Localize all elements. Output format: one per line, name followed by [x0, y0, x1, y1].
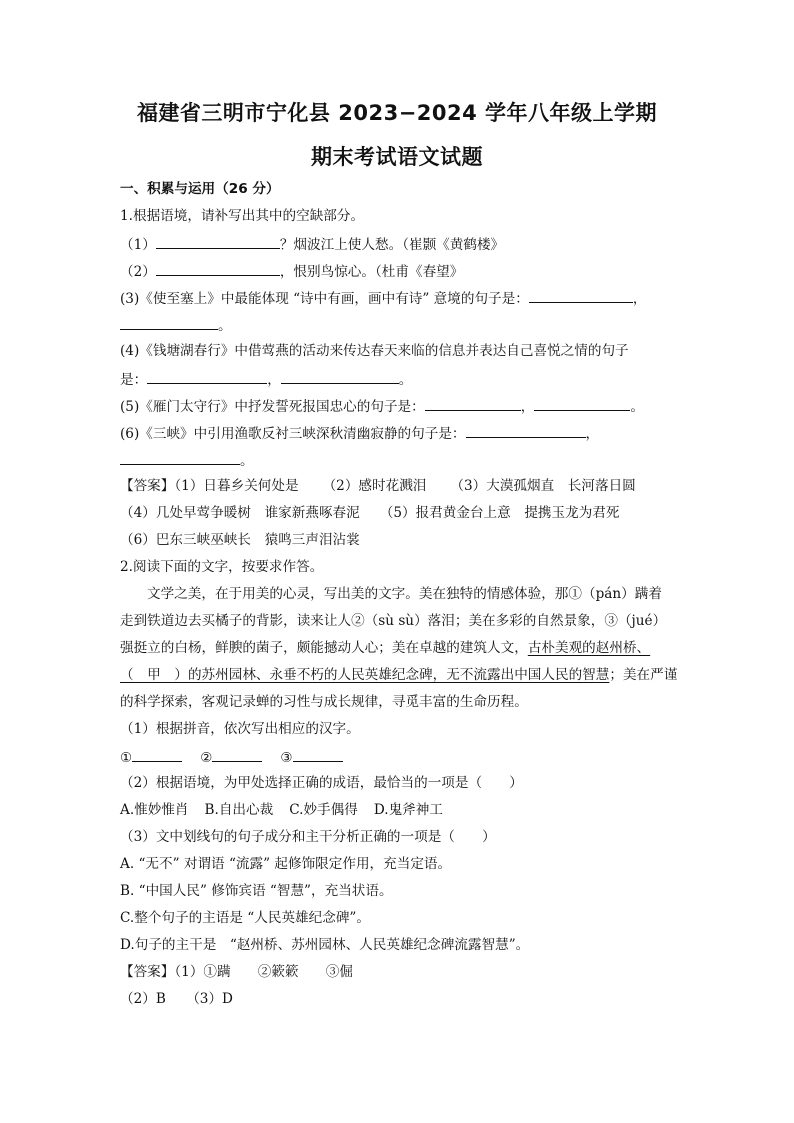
answer-blank[interactable] — [156, 257, 280, 276]
period: 。 — [630, 399, 644, 415]
passage-line: 文学之美，在于用美的心灵，写出美的文字。美在独特的情感体验，那①（pán）蹒着 — [147, 586, 662, 602]
exam-body — [120, 176, 680, 1013]
answer-blank[interactable] — [147, 365, 267, 384]
blank-label: ① — [120, 750, 133, 766]
q1-item-1 — [120, 230, 680, 257]
q2-answer-row2: （2）B （3）D — [120, 991, 233, 1007]
option-b[interactable]: B. “中国人民” 修饰宾语 “智慧”，充当状语。 — [120, 883, 393, 899]
q2-sub3: （3）文中划线句的句子成分和主干分析正确的一项是（ ） — [120, 829, 496, 845]
comma: ， — [585, 426, 600, 442]
exam-title-line2: 期末考试语文试题 — [311, 145, 483, 169]
answer-label: 【答案】 — [120, 964, 175, 980]
q1-item-6-text: (6)《三峡》中引用渔歌反衬三峡深秋清幽寂静的句子是： — [120, 426, 466, 442]
q1-item-5-text: (5)《雁门太守行》中抒发誓死报国忠心的句子是： — [120, 399, 425, 415]
q2-sub1-blanks — [120, 743, 680, 770]
q1-item-5 — [120, 392, 680, 419]
option-d[interactable]: D.鬼斧神工 — [373, 802, 443, 818]
answer-text: （3）大漠孤烟直 长河落日圆 — [450, 478, 636, 494]
underlined-sentence: 古朴美观的赵州桥、 — [527, 640, 651, 656]
q1-item-6 — [120, 419, 680, 446]
answer-blank[interactable] — [534, 392, 630, 411]
q1-item-6-cont — [120, 446, 680, 473]
answer-text: （2）感时花溅泪 — [322, 478, 427, 494]
period: 。 — [218, 318, 232, 334]
answer-blank[interactable] — [120, 446, 240, 465]
q1-item-4: (4)《钱塘湖春行》中借莺燕的活动来传达春天来临的信息并表达自己喜悦之情的句子 — [120, 343, 629, 359]
q1-answer-row2 — [120, 500, 680, 527]
passage-line: 走到铁道边去买橘子的背影，读来让人②（sù sù）落泪；美在多彩的自然景象，③（jué） — [120, 613, 667, 629]
answer-text: （4）几处早莺争暖树 谁家新燕啄春泥 — [120, 505, 360, 521]
q1-item-4-cont — [120, 365, 680, 392]
option-a[interactable]: A. “无不” 对谓语 “流露” 起修饰限定作用，充当定语。 — [120, 856, 452, 872]
answer-blank[interactable] — [293, 743, 343, 762]
answer-text: （1）日暮乡关何处是 — [174, 478, 299, 494]
comma: ， — [632, 291, 647, 307]
answer-text: （1）①蹒 ②簌簌 ③倔 — [174, 964, 353, 980]
underlined-sentence: （ 甲 ）的苏州园林、永垂不朽的人民英雄纪念碑，无不流露出中国人民的智慧 — [120, 667, 610, 683]
q2-stem: 2.阅读下面的文字，按要求作答。 — [120, 559, 324, 575]
answer-blank[interactable] — [425, 392, 521, 411]
q1-answer-row1 — [120, 473, 680, 500]
option-d[interactable]: D.句子的主干是 “赵州桥、苏州园林、人民英雄纪念碑流露智慧”。 — [120, 937, 530, 953]
q1-item-3 — [120, 284, 680, 311]
option-c[interactable]: C.整个句子的主语是 “人民英雄纪念碑”。 — [120, 910, 370, 926]
passage-line — [120, 662, 680, 689]
q1-item-4-label: 是： — [120, 372, 148, 388]
passage-line — [120, 635, 680, 662]
blank-label: ② — [200, 750, 213, 766]
q1-item-2 — [120, 257, 680, 284]
q1-item-3-text: (3)《使至塞上》中最能体现 “诗中有画，画中有诗” 意境的句子是： — [120, 291, 529, 307]
q1-item-2-num: （2） — [120, 264, 156, 280]
section-heading: 一、积累与运用（26 分） — [120, 181, 280, 197]
q1-item-1-text: ？烟波江上使人愁。（崔颢《黄鹤楼》 — [279, 237, 505, 253]
q2-sub1: （1）根据拼音，依次写出相应的汉字。 — [120, 721, 360, 737]
comma: ， — [520, 399, 535, 415]
q1-answer-row3: （6）巴东三峡巫峡长 猿鸣三声泪沾裳 — [120, 532, 360, 548]
q1-stem: 1.根据语境，请补写出其中的空缺部分。 — [120, 208, 365, 224]
q2-sub2-options — [120, 797, 680, 824]
passage-text: ；美在严谨 — [609, 667, 678, 683]
q2-sub2: （2）根据语境，为甲处选择正确的成语，最恰当的一项是（ ） — [120, 775, 523, 791]
answer-text: （5）报君黄金台上意 提携玉龙为君死 — [379, 505, 620, 521]
passage-line: 的科学探索，客观记录蝉的习性与成长规律，寻觅丰富的生命历程。 — [120, 694, 528, 710]
blank-label: ③ — [280, 750, 293, 766]
q1-item-1-num: （1） — [120, 237, 156, 253]
comma: ， — [267, 372, 281, 388]
q1-item-2-text: ，恨别鸟惊心。（杜甫《春望》 — [279, 264, 464, 280]
period: 。 — [240, 453, 254, 469]
answer-blank[interactable] — [120, 311, 218, 330]
answer-blank[interactable] — [156, 230, 280, 249]
exam-title-line1: 福建省三明市宁化县 2023−2024 学年八年级上学期 — [136, 101, 658, 125]
answer-blank[interactable] — [466, 419, 586, 438]
passage-text: 强挺立的白杨，鲜腴的菌子，颇能撼动人心；美在卓越的建筑人文， — [120, 640, 528, 656]
answer-blank[interactable] — [529, 284, 633, 303]
option-a[interactable]: A.惟妙惟肖 — [120, 802, 189, 818]
answer-label: 【答案】 — [120, 478, 175, 494]
answer-blank[interactable] — [281, 365, 399, 384]
answer-blank[interactable] — [132, 743, 182, 762]
q2-answer-row1 — [120, 959, 680, 986]
answer-blank[interactable] — [212, 743, 262, 762]
option-b[interactable]: B.自出心裁 — [204, 802, 274, 818]
option-c[interactable]: C.妙手偶得 — [289, 802, 358, 818]
q1-item-3-cont — [120, 311, 680, 338]
period: 。 — [398, 372, 413, 388]
